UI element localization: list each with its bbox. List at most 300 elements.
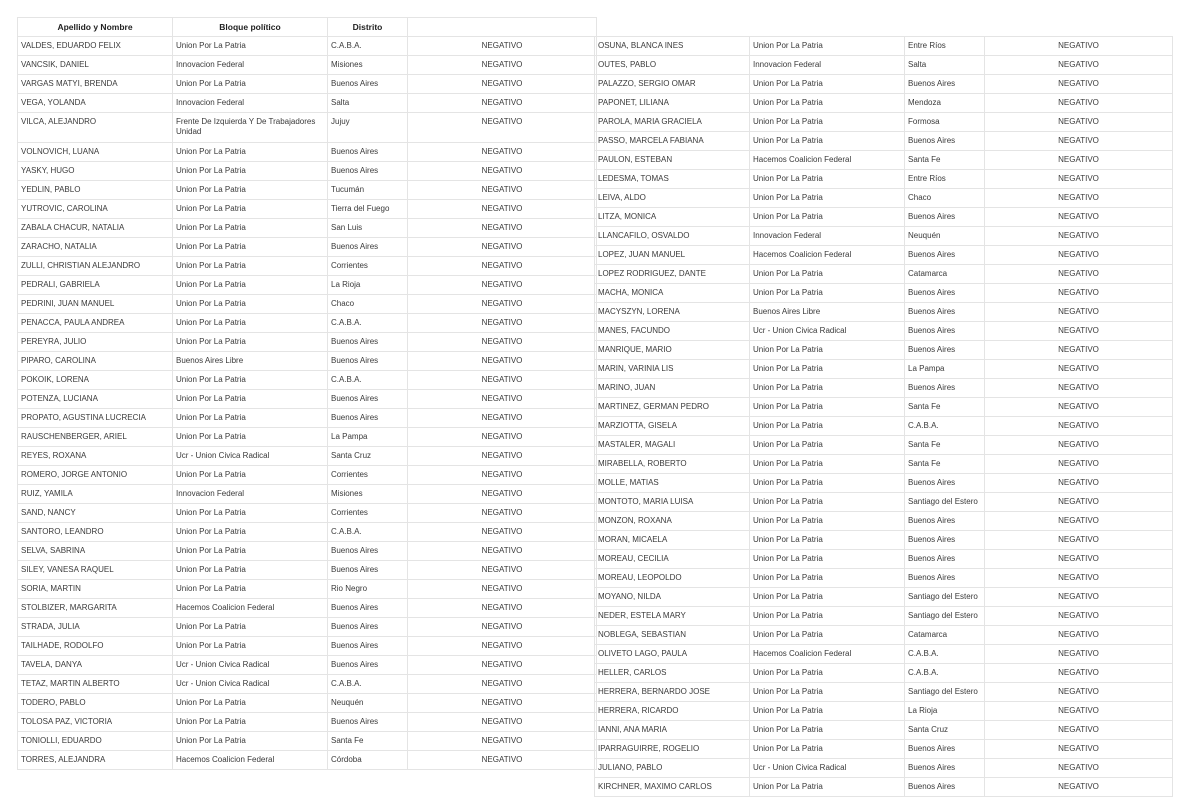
cell-district: Santiago del Estero [905, 683, 985, 702]
cell-vote: NEGATIVO [985, 626, 1173, 645]
cell-name: PAPONET, LILIANA [595, 94, 750, 113]
cell-district: Chaco [905, 189, 985, 208]
table-row [595, 132, 1173, 151]
cell-name: MOYANO, NILDA [595, 588, 750, 607]
cell-bloc: Union Por La Patria [173, 542, 328, 561]
cell-vote: NEGATIVO [408, 675, 597, 694]
cell-district: C.A.B.A. [328, 37, 408, 56]
cell-vote: NEGATIVO [985, 303, 1173, 322]
cell-name: JULIANO, PABLO [595, 759, 750, 778]
cell-district: Buenos Aires [328, 143, 408, 162]
cell-name: PALAZZO, SERGIO OMAR [595, 75, 750, 94]
cell-vote: NEGATIVO [985, 246, 1173, 265]
cell-name: NEDER, ESTELA MARY [595, 607, 750, 626]
cell-vote: NEGATIVO [985, 683, 1173, 702]
cell-vote: NEGATIVO [985, 208, 1173, 227]
cell-bloc: Union Por La Patria [173, 466, 328, 485]
cell-district: Jujuy [328, 113, 408, 143]
table-row [18, 694, 597, 713]
cell-district: Buenos Aires [328, 561, 408, 580]
table-row [18, 162, 597, 181]
cell-vote: NEGATIVO [985, 56, 1173, 75]
cell-bloc: Union Por La Patria [750, 189, 905, 208]
cell-bloc: Union Por La Patria [173, 580, 328, 599]
cell-district: Buenos Aires [328, 333, 408, 352]
cell-name: IANNI, ANA MARIA [595, 721, 750, 740]
cell-district: Buenos Aires [328, 542, 408, 561]
table-row [18, 75, 597, 94]
cell-district: Corrientes [328, 257, 408, 276]
cell-bloc: Union Por La Patria [173, 523, 328, 542]
table-row [18, 37, 597, 56]
cell-vote: NEGATIVO [408, 143, 597, 162]
cell-vote: NEGATIVO [408, 713, 597, 732]
cell-name: MASTALER, MAGALI [595, 436, 750, 455]
cell-vote: NEGATIVO [985, 227, 1173, 246]
cell-vote: NEGATIVO [408, 447, 597, 466]
cell-district: Misiones [328, 485, 408, 504]
cell-district: Neuquén [328, 694, 408, 713]
cell-vote: NEGATIVO [985, 740, 1173, 759]
cell-bloc: Hacemos Coalicion Federal [750, 246, 905, 265]
table-row [595, 113, 1173, 132]
table-row [595, 531, 1173, 550]
cell-name: PAULON, ESTEBAN [595, 151, 750, 170]
cell-bloc: Union Por La Patria [173, 371, 328, 390]
cell-district: Buenos Aires [328, 637, 408, 656]
cell-vote: NEGATIVO [408, 200, 597, 219]
cell-name: POKOIK, LORENA [18, 371, 173, 390]
cell-name: VARGAS MATYI, BRENDA [18, 75, 173, 94]
cell-name: PEDRINI, JUAN MANUEL [18, 295, 173, 314]
cell-bloc: Union Por La Patria [750, 493, 905, 512]
cell-vote: NEGATIVO [408, 561, 597, 580]
cell-name: LOPEZ RODRIGUEZ, DANTE [595, 265, 750, 284]
cell-district: Chaco [328, 295, 408, 314]
cell-vote: NEGATIVO [408, 181, 597, 200]
table-row [595, 683, 1173, 702]
cell-name: MOLLE, MATIAS [595, 474, 750, 493]
table-row [595, 341, 1173, 360]
cell-bloc: Innovacion Federal [173, 56, 328, 75]
cell-vote: NEGATIVO [985, 778, 1173, 797]
cell-bloc: Innovacion Federal [173, 485, 328, 504]
cell-district: C.A.B.A. [328, 675, 408, 694]
cell-vote: NEGATIVO [408, 94, 597, 113]
cell-vote: NEGATIVO [985, 759, 1173, 778]
cell-district: C.A.B.A. [328, 371, 408, 390]
cell-name: MANES, FACUNDO [595, 322, 750, 341]
cell-bloc: Union Por La Patria [173, 694, 328, 713]
cell-district: Buenos Aires [328, 75, 408, 94]
cell-bloc: Union Por La Patria [750, 75, 905, 94]
cell-name: KIRCHNER, MAXIMO CARLOS [595, 778, 750, 797]
cell-district: Buenos Aires [905, 778, 985, 797]
header-name[interactable]: Apellido y Nombre [18, 18, 173, 37]
cell-vote: NEGATIVO [408, 257, 597, 276]
cell-vote: NEGATIVO [985, 436, 1173, 455]
cell-name: MOREAU, CECILIA [595, 550, 750, 569]
cell-name: ZABALA CHACUR, NATALIA [18, 219, 173, 238]
table-row [18, 94, 597, 113]
cell-district: Catamarca [905, 626, 985, 645]
cell-name: HERRERA, RICARDO [595, 702, 750, 721]
cell-vote: NEGATIVO [985, 607, 1173, 626]
cell-vote: NEGATIVO [985, 398, 1173, 417]
cell-bloc: Union Por La Patria [173, 162, 328, 181]
table-row [18, 580, 597, 599]
cell-name: ZARACHO, NATALIA [18, 238, 173, 257]
cell-bloc: Innovacion Federal [750, 227, 905, 246]
cell-vote: NEGATIVO [408, 580, 597, 599]
cell-vote: NEGATIVO [985, 113, 1173, 132]
cell-vote: NEGATIVO [985, 189, 1173, 208]
cell-bloc: Union Por La Patria [750, 588, 905, 607]
cell-name: MARINO, JUAN [595, 379, 750, 398]
cell-vote: NEGATIVO [408, 694, 597, 713]
table-row [18, 371, 597, 390]
cell-vote: NEGATIVO [985, 664, 1173, 683]
cell-name: MORAN, MICAELA [595, 531, 750, 550]
table-row [18, 56, 597, 75]
table-row [595, 645, 1173, 664]
cell-name: MACHA, MONICA [595, 284, 750, 303]
cell-bloc: Union Por La Patria [750, 360, 905, 379]
cell-bloc: Union Por La Patria [173, 561, 328, 580]
cell-bloc: Union Por La Patria [750, 626, 905, 645]
cell-name: ZULLI, CHRISTIAN ALEJANDRO [18, 257, 173, 276]
cell-bloc: Union Por La Patria [750, 702, 905, 721]
cell-bloc: Union Por La Patria [750, 683, 905, 702]
cell-bloc: Union Por La Patria [173, 238, 328, 257]
cell-district: Buenos Aires [905, 322, 985, 341]
cell-vote: NEGATIVO [985, 37, 1173, 56]
cell-name: OLIVETO LAGO, PAULA [595, 645, 750, 664]
cell-vote: NEGATIVO [985, 512, 1173, 531]
table-row [595, 493, 1173, 512]
table-row [18, 257, 597, 276]
cell-bloc: Union Por La Patria [750, 436, 905, 455]
cell-district: Formosa [905, 113, 985, 132]
cell-district: Buenos Aires [328, 162, 408, 181]
table-row [595, 379, 1173, 398]
cell-vote: NEGATIVO [408, 504, 597, 523]
cell-vote: NEGATIVO [408, 618, 597, 637]
table-row [18, 656, 597, 675]
cell-bloc: Union Por La Patria [173, 428, 328, 447]
cell-bloc: Union Por La Patria [750, 740, 905, 759]
cell-bloc: Union Por La Patria [173, 219, 328, 238]
cell-district: Buenos Aires [328, 656, 408, 675]
cell-name: TAVELA, DANYA [18, 656, 173, 675]
cell-district: Santa Cruz [905, 721, 985, 740]
table-row [595, 474, 1173, 493]
table-row [18, 485, 597, 504]
cell-vote: NEGATIVO [985, 588, 1173, 607]
table-row [595, 189, 1173, 208]
table-row [18, 113, 597, 143]
cell-bloc: Union Por La Patria [750, 113, 905, 132]
cell-bloc: Ucr - Union Civica Radical [173, 447, 328, 466]
cell-name: LLANCAFILO, OSVALDO [595, 227, 750, 246]
cell-name: MARZIOTTA, GISELA [595, 417, 750, 436]
cell-district: Buenos Aires [905, 284, 985, 303]
cell-vote: NEGATIVO [985, 284, 1173, 303]
cell-name: LOPEZ, JUAN MANUEL [595, 246, 750, 265]
table-row [595, 246, 1173, 265]
table-row [595, 322, 1173, 341]
cell-district: C.A.B.A. [328, 314, 408, 333]
cell-vote: NEGATIVO [985, 379, 1173, 398]
table-row [18, 352, 597, 371]
cell-name: YASKY, HUGO [18, 162, 173, 181]
cell-district: Buenos Aires [905, 569, 985, 588]
table-body-right [595, 37, 1173, 797]
cell-vote: NEGATIVO [985, 94, 1173, 113]
cell-name: LEIVA, ALDO [595, 189, 750, 208]
cell-bloc: Union Por La Patria [750, 664, 905, 683]
table-row [595, 208, 1173, 227]
cell-bloc: Union Por La Patria [750, 512, 905, 531]
cell-bloc: Union Por La Patria [750, 94, 905, 113]
cell-bloc: Union Por La Patria [750, 132, 905, 151]
cell-name: SILEY, VANESA RAQUEL [18, 561, 173, 580]
cell-vote: NEGATIVO [408, 56, 597, 75]
cell-bloc: Union Por La Patria [750, 721, 905, 740]
cell-vote: NEGATIVO [985, 265, 1173, 284]
cell-district: Buenos Aires [328, 713, 408, 732]
table-row [595, 588, 1173, 607]
table-row [595, 512, 1173, 531]
cell-district: Buenos Aires [905, 379, 985, 398]
table-row [18, 713, 597, 732]
cell-name: NOBLEGA, SEBASTIAN [595, 626, 750, 645]
cell-vote: NEGATIVO [408, 162, 597, 181]
table-row [595, 284, 1173, 303]
cell-bloc: Union Por La Patria [750, 569, 905, 588]
cell-vote: NEGATIVO [408, 219, 597, 238]
cell-vote: NEGATIVO [985, 341, 1173, 360]
cell-name: HELLER, CARLOS [595, 664, 750, 683]
cell-vote: NEGATIVO [408, 37, 597, 56]
cell-name: PEDRALI, GABRIELA [18, 276, 173, 295]
cell-district: Buenos Aires [905, 75, 985, 94]
table-row [18, 409, 597, 428]
cell-district: Buenos Aires [905, 303, 985, 322]
cell-name: PIPARO, CAROLINA [18, 352, 173, 371]
cell-bloc: Union Por La Patria [173, 713, 328, 732]
cell-bloc: Ucr - Union Civica Radical [173, 675, 328, 694]
cell-bloc: Union Por La Patria [173, 732, 328, 751]
cell-district: Neuquén [905, 227, 985, 246]
cell-district: Entre Ríos [905, 170, 985, 189]
cell-bloc: Union Por La Patria [173, 276, 328, 295]
table-row [595, 151, 1173, 170]
cell-district: Buenos Aires [905, 759, 985, 778]
cell-bloc: Union Por La Patria [750, 265, 905, 284]
cell-district: Buenos Aires [905, 474, 985, 493]
cell-name: SORIA, MARTIN [18, 580, 173, 599]
cell-district: La Rioja [328, 276, 408, 295]
cell-vote: NEGATIVO [985, 569, 1173, 588]
cell-vote: NEGATIVO [985, 550, 1173, 569]
cell-bloc: Union Por La Patria [750, 474, 905, 493]
cell-bloc: Union Por La Patria [750, 778, 905, 797]
cell-bloc: Ucr - Union Civica Radical [750, 322, 905, 341]
cell-bloc: Frente De Izquierda Y De Trabajadores Unidad [173, 113, 328, 143]
vote-table-right [594, 36, 1173, 797]
table-row [595, 265, 1173, 284]
cell-district: Buenos Aires [328, 409, 408, 428]
cell-vote: NEGATIVO [408, 314, 597, 333]
cell-district: Santiago del Estero [905, 607, 985, 626]
cell-district: La Pampa [905, 360, 985, 379]
cell-vote: NEGATIVO [985, 75, 1173, 94]
cell-name: TAILHADE, RODOLFO [18, 637, 173, 656]
table-row [18, 390, 597, 409]
cell-name: MONTOTO, MARIA LUISA [595, 493, 750, 512]
table-row [18, 751, 597, 770]
cell-district: Corrientes [328, 504, 408, 523]
cell-district: Buenos Aires [905, 246, 985, 265]
table-row [18, 333, 597, 352]
cell-vote: NEGATIVO [408, 371, 597, 390]
cell-vote: NEGATIVO [985, 474, 1173, 493]
cell-vote: NEGATIVO [985, 360, 1173, 379]
cell-bloc: Union Por La Patria [173, 409, 328, 428]
table-row [18, 599, 597, 618]
cell-district: Salta [328, 94, 408, 113]
cell-district: Santiago del Estero [905, 588, 985, 607]
cell-district: Santa Fe [905, 398, 985, 417]
table-body-left [18, 37, 597, 770]
cell-bloc: Union Por La Patria [750, 341, 905, 360]
cell-district: Santa Fe [905, 151, 985, 170]
cell-vote: NEGATIVO [985, 322, 1173, 341]
cell-name: SELVA, SABRINA [18, 542, 173, 561]
table-row [595, 360, 1173, 379]
cell-name: PEREYRA, JULIO [18, 333, 173, 352]
cell-vote: NEGATIVO [408, 599, 597, 618]
cell-bloc: Union Por La Patria [750, 379, 905, 398]
cell-district: C.A.B.A. [905, 417, 985, 436]
cell-name: TOLOSA PAZ, VICTORIA [18, 713, 173, 732]
cell-bloc: Union Por La Patria [173, 637, 328, 656]
cell-district: La Pampa [328, 428, 408, 447]
table-row [595, 37, 1173, 56]
cell-bloc: Union Por La Patria [173, 618, 328, 637]
cell-name: MONZON, ROXANA [595, 512, 750, 531]
header-district[interactable]: Distrito [328, 18, 408, 37]
cell-vote: NEGATIVO [408, 751, 597, 770]
cell-district: Mendoza [905, 94, 985, 113]
cell-bloc: Hacemos Coalicion Federal [750, 645, 905, 664]
cell-vote: NEGATIVO [408, 542, 597, 561]
cell-name: STRADA, JULIA [18, 618, 173, 637]
cell-district: Buenos Aires [905, 740, 985, 759]
table-row [595, 664, 1173, 683]
cell-district: Santa Fe [905, 436, 985, 455]
cell-vote: NEGATIVO [985, 132, 1173, 151]
cell-vote: NEGATIVO [985, 170, 1173, 189]
cell-bloc: Union Por La Patria [750, 531, 905, 550]
cell-bloc: Union Por La Patria [750, 607, 905, 626]
cell-name: MOREAU, LEOPOLDO [595, 569, 750, 588]
cell-name: TORRES, ALEJANDRA [18, 751, 173, 770]
cell-district: Catamarca [905, 265, 985, 284]
cell-name: MANRIQUE, MARIO [595, 341, 750, 360]
vote-table-left [17, 17, 597, 770]
cell-district: La Rioja [905, 702, 985, 721]
table-row [595, 569, 1173, 588]
cell-district: Buenos Aires [905, 512, 985, 531]
table-row [18, 618, 597, 637]
cell-vote: NEGATIVO [408, 732, 597, 751]
cell-name: TODERO, PABLO [18, 694, 173, 713]
cell-district: Buenos Aires [905, 132, 985, 151]
cell-bloc: Union Por La Patria [750, 37, 905, 56]
cell-bloc: Hacemos Coalicion Federal [173, 751, 328, 770]
table-row [18, 675, 597, 694]
cell-name: LEDESMA, TOMAS [595, 170, 750, 189]
table-row [18, 523, 597, 542]
table-row [18, 238, 597, 257]
cell-vote: NEGATIVO [985, 493, 1173, 512]
cell-district: Santa Cruz [328, 447, 408, 466]
cell-district: Corrientes [328, 466, 408, 485]
header-vote [408, 18, 597, 37]
cell-vote: NEGATIVO [985, 531, 1173, 550]
cell-vote: NEGATIVO [408, 428, 597, 447]
table-row [595, 94, 1173, 113]
table-row [595, 417, 1173, 436]
cell-bloc: Union Por La Patria [173, 257, 328, 276]
cell-district: Santiago del Estero [905, 493, 985, 512]
table-row [595, 626, 1173, 645]
cell-name: VALDES, EDUARDO FELIX [18, 37, 173, 56]
cell-name: RUIZ, YAMILA [18, 485, 173, 504]
cell-bloc: Ucr - Union Civica Radical [750, 759, 905, 778]
cell-bloc: Union Por La Patria [750, 398, 905, 417]
cell-vote: NEGATIVO [408, 295, 597, 314]
cell-name: VILCA, ALEJANDRO [18, 113, 173, 143]
cell-vote: NEGATIVO [408, 409, 597, 428]
table-row [595, 455, 1173, 474]
table-row [18, 181, 597, 200]
cell-district: Misiones [328, 56, 408, 75]
cell-name: MIRABELLA, ROBERTO [595, 455, 750, 474]
cell-bloc: Union Por La Patria [173, 295, 328, 314]
cell-name: STOLBIZER, MARGARITA [18, 599, 173, 618]
cell-vote: NEGATIVO [408, 75, 597, 94]
cell-district: Santa Fe [328, 732, 408, 751]
cell-bloc: Hacemos Coalicion Federal [173, 599, 328, 618]
table-row [595, 702, 1173, 721]
table-row [595, 436, 1173, 455]
cell-district: Buenos Aires [328, 352, 408, 371]
cell-name: YEDLIN, PABLO [18, 181, 173, 200]
header-bloc[interactable]: Bloque político [173, 18, 328, 37]
table-row [595, 227, 1173, 246]
cell-district: Córdoba [328, 751, 408, 770]
table-row [595, 170, 1173, 189]
cell-name: TETAZ, MARTIN ALBERTO [18, 675, 173, 694]
cell-bloc: Union Por La Patria [173, 314, 328, 333]
cell-bloc: Union Por La Patria [750, 455, 905, 474]
table-row [595, 550, 1173, 569]
cell-bloc: Union Por La Patria [173, 181, 328, 200]
cell-district: C.A.B.A. [905, 645, 985, 664]
